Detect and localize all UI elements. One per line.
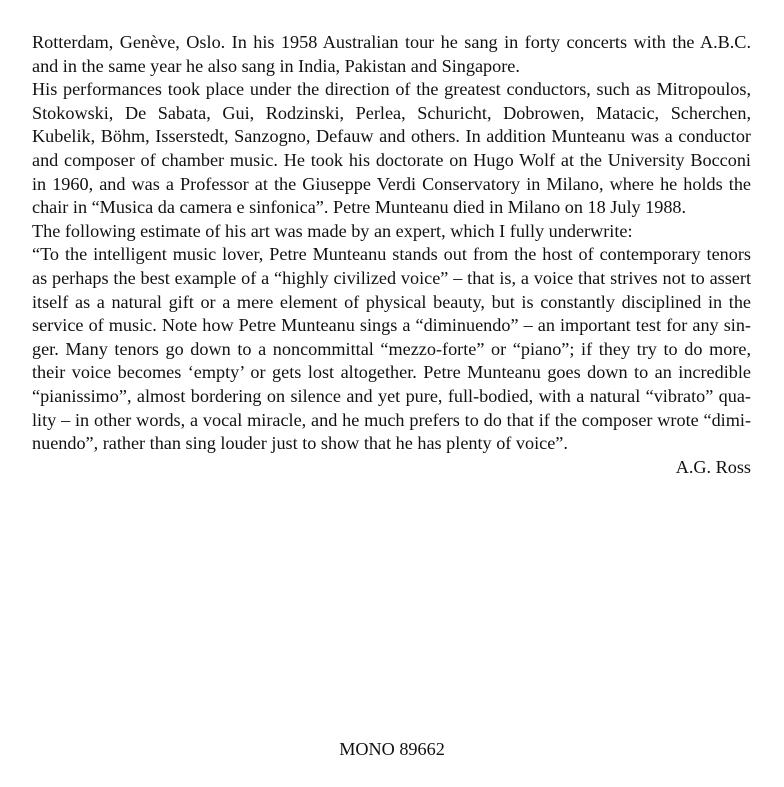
text-line: their voice becomes ‘empty’ or gets lost altogether. Petre Munteanu goes down to an incredible [32,362,751,383]
text-line: as perhaps the best example of a “highly civilized voice” – that is, a voice that strives not to assert [32,267,751,288]
catalog-number: MONO 89662 [339,739,445,759]
text-line: and in the same year he also sang in India, Pakistan and Singapore. [32,55,520,76]
text-line: “To the intelligent music lover, Petre Munteanu stands out from the host of contemporary tenors [32,244,751,265]
text-line: ger. Many tenors go down to a noncommittal “mezzo-forte” or “piano”; if they try to do more, [32,338,751,359]
text-line: itself as a natural gift or a mere element of physical beauty, but is constantly disciplined in the [32,291,751,312]
text-line: nuendo”, rather than sing louder just to show that he has plenty of voice”. [32,433,568,454]
text-line: “pianissimo”, almost bordering on silence and yet pure, full-bodied, with a natural “vibrato” qua- [32,385,751,406]
text-line: Rotterdam, Genève, Oslo. In his 1958 Australian tour he sang in forty concerts with the A.B.C. [32,32,751,52]
text-line: His performances took place under the direction of the greatest conductors, such as Mitropoulos, [32,79,751,100]
text-line: Stokowski, De Sabata, Gui, Rodzinski, Perlea, Schuricht, Dobrowen, Matacic, Scherchen, [32,102,751,123]
text-line: in 1960, and was a Professor at the Giuseppe Verdi Conservatory in Milano, where he holds the [32,173,751,194]
text-line: and composer of chamber music. He took his doctorate on Hugo Wolf at the University Bocconi [32,149,751,170]
text-line: Kubelik, Böhm, Isserstedt, Sanzogno, Defauw and others. In addition Munteanu was a conductor [32,126,751,147]
author-signature: A.G. Ross [675,456,751,477]
text-line: The following estimate of his art was made by an expert, which I fully underwrite: [32,220,633,241]
text-line: lity – in other words, a vocal miracle, and he much prefers to do that if the composer wrote “dimi- [32,409,751,430]
text-line: chair in “Musica da camera e sinfonica”. Petre Munteanu died in Milano on 18 July 1988. [32,197,687,218]
document-body [32,31,751,479]
text-line: service of music. Note how Petre Munteanu sings a “diminuendo” – an important test for any sin- [32,315,751,336]
